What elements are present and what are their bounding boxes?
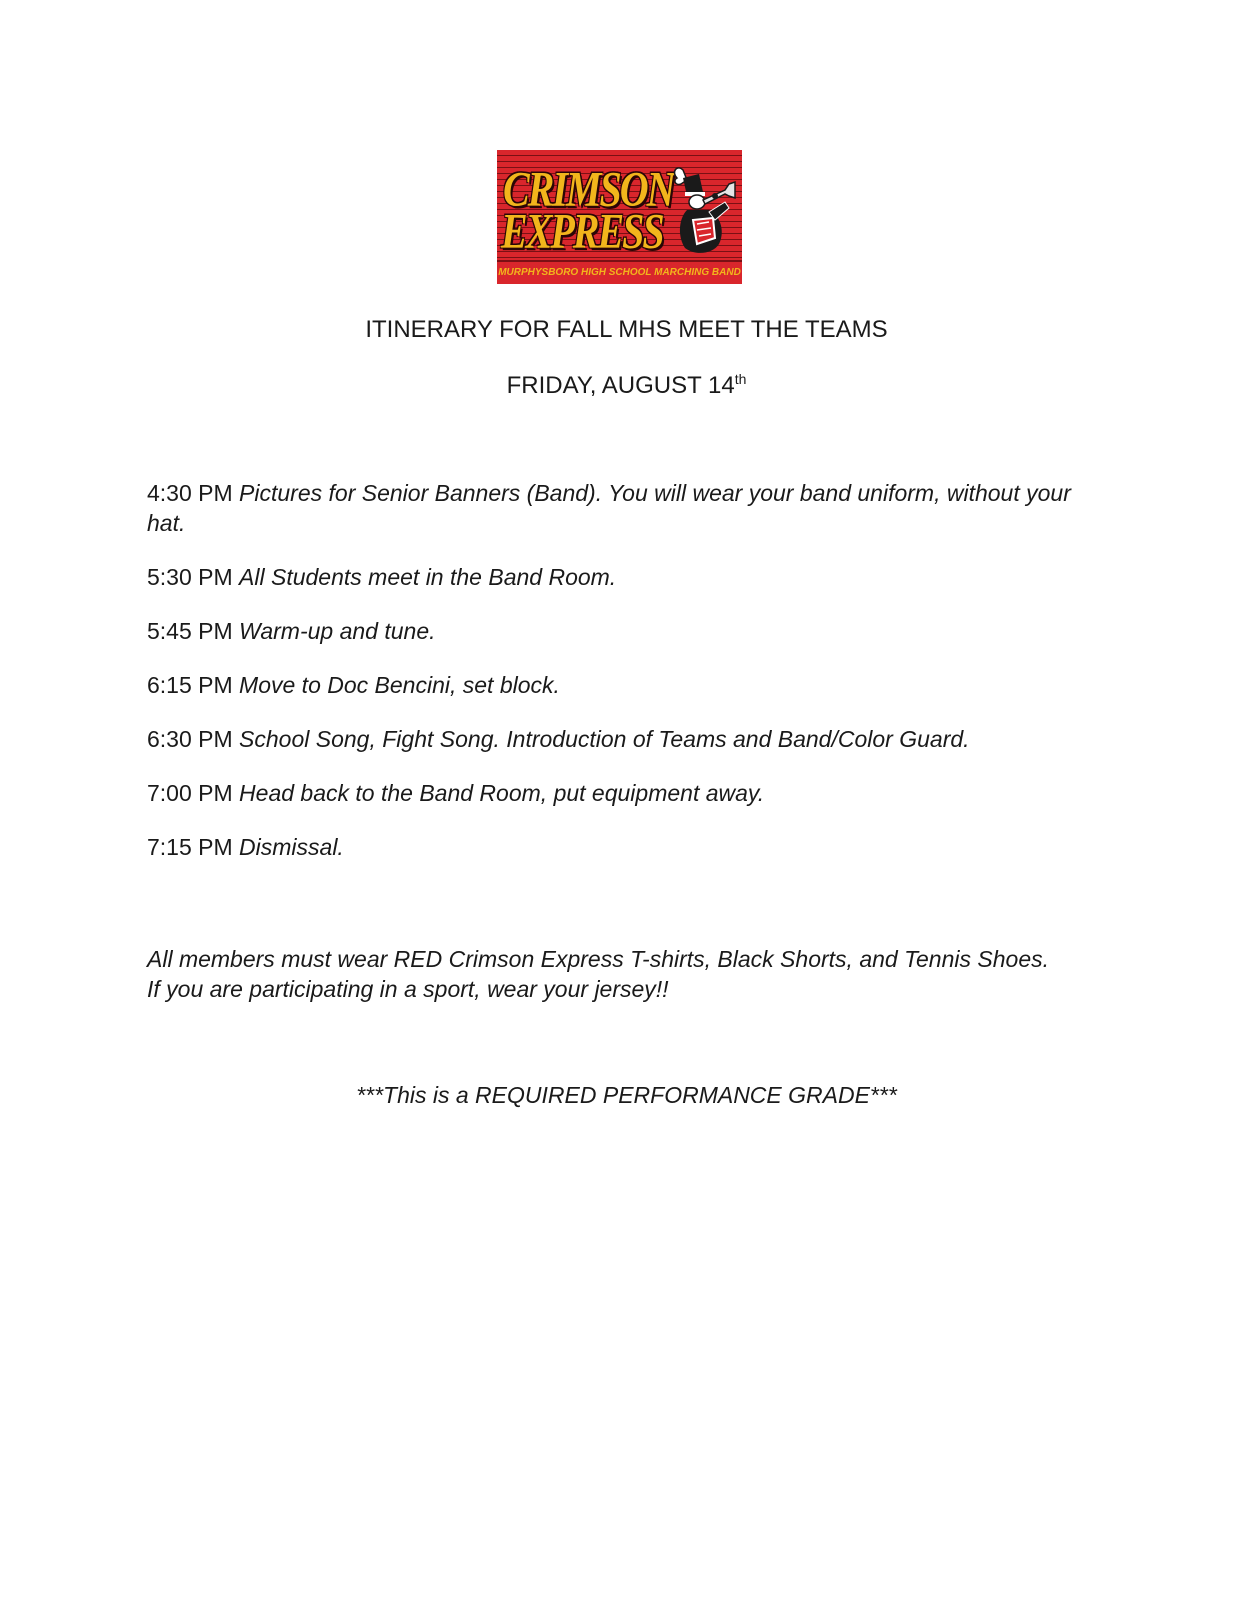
attire-note-line-2: If you are participating in a sport, wear your jersey!! — [147, 976, 669, 1002]
event-date-suffix: th — [734, 371, 747, 387]
schedule-item — [147, 616, 1107, 646]
logo-word-express: EXPRESS — [501, 202, 663, 259]
schedule-description: School Song, Fight Song. Introduction of Teams and Band/Color Guard. — [239, 726, 970, 752]
schedule-time: 6:30 PM — [147, 726, 233, 752]
schedule-time: 5:45 PM — [147, 618, 233, 644]
page-title: ITINERARY FOR FALL MHS MEET THE TEAMS — [365, 316, 888, 343]
schedule-item — [147, 562, 1107, 592]
logo-banner: MURPHYSBORO HIGH SCHOOL MARCHING BAND — [497, 260, 742, 284]
schedule-time: 7:00 PM — [147, 780, 233, 806]
schedule-time: 6:15 PM — [147, 672, 233, 698]
schedule-item — [147, 478, 1107, 538]
schedule-item — [147, 670, 1107, 700]
schedule-description: Dismissal. — [239, 834, 344, 860]
schedule-list — [147, 478, 1107, 886]
schedule-description: Head back to the Band Room, put equipment away. — [239, 780, 765, 806]
schedule-description: Pictures for Senior Banners (Band). You will wear your band uniform, without your hat. — [147, 480, 1071, 536]
event-date-main: FRIDAY, AUGUST 14 — [506, 372, 735, 399]
event-date — [0, 372, 1253, 400]
schedule-description: Warm-up and tune. — [239, 618, 436, 644]
schedule-description: Move to Doc Bencini, set block. — [239, 672, 560, 698]
attire-note-line-1: All members must wear RED Crimson Express T-shirts, Black Shorts, and Tennis Shoes. — [147, 946, 1049, 972]
schedule-description: All Students meet in the Band Room. — [239, 564, 617, 590]
schedule-item — [147, 778, 1107, 808]
schedule-item — [147, 832, 1107, 862]
schedule-time: 5:30 PM — [147, 564, 233, 590]
trumpet-player-mascot-icon — [669, 162, 741, 256]
crimson-express-logo — [497, 150, 742, 284]
logo-word-crimson: CRIMSON — [503, 160, 674, 217]
schedule-time: 7:15 PM — [147, 834, 233, 860]
attire-note — [147, 944, 1147, 1004]
schedule-item — [147, 724, 1107, 754]
schedule-time: 4:30 PM — [147, 480, 233, 506]
required-notice: ***This is a REQUIRED PERFORMANCE GRADE*** — [356, 1082, 897, 1108]
